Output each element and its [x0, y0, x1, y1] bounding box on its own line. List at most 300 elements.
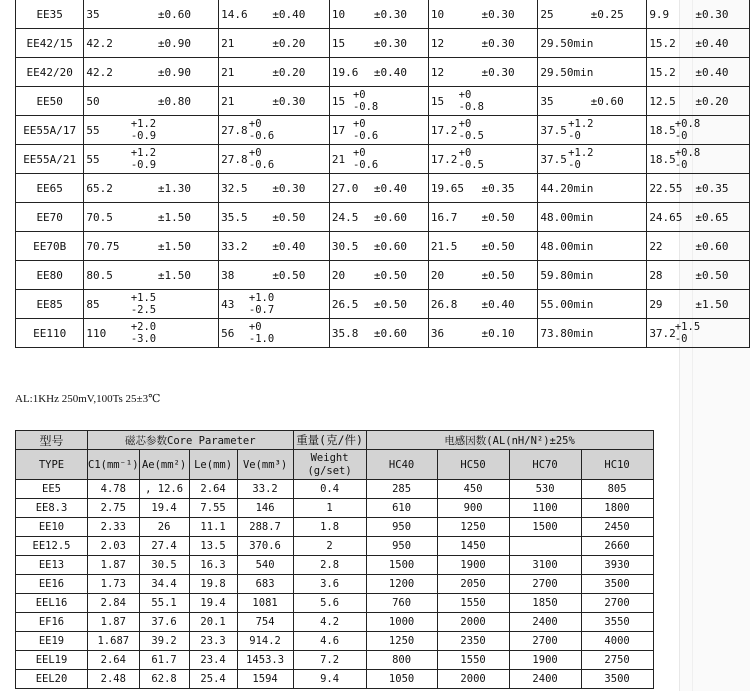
model-cell: EE35 [16, 0, 84, 29]
core-table-cell: 900 [437, 499, 509, 518]
dimension-c-cell [329, 87, 428, 116]
core-table-cell: 5.6 [293, 594, 366, 613]
dimension-b-cell [219, 261, 330, 290]
dimension-tolerance: ±1.30 [157, 181, 192, 195]
dimension-value: 21 [221, 65, 235, 79]
dimension-row [16, 29, 750, 58]
core-table-row [16, 537, 654, 556]
dimension-value: 85 [86, 297, 100, 311]
core-table-cell: 4000 [581, 632, 653, 651]
core-table-cell: EE12.5 [16, 537, 88, 556]
dimension-c-cell [329, 29, 428, 58]
dimension-tolerance: +1.2 -0 [568, 147, 594, 171]
core-table-cell: 1250 [366, 632, 437, 651]
core-table-cell: EEL20 [16, 670, 88, 689]
dimension-value: 36 [430, 326, 445, 340]
dimension-row [16, 116, 750, 145]
dimension-tolerance: ±0.20 [272, 65, 306, 79]
dimension-tolerance: ±0.60 [695, 239, 729, 253]
dimension-value: 110 [86, 326, 107, 340]
core-table-cell: 450 [437, 480, 509, 499]
dimension-tolerance: +2.0 -3.0 [130, 321, 157, 345]
core-table-cell: 540 [237, 556, 293, 575]
dimension-tolerance: +0 -0.5 [458, 118, 484, 142]
dimension-value: 29.50min [540, 65, 594, 79]
dimension-tolerance: ±0.90 [157, 65, 192, 79]
core-table-cell: 25.4 [189, 670, 237, 689]
core-parameter-table [15, 430, 654, 689]
core-table-cell: 1900 [509, 651, 581, 670]
dimension-tolerance: ±0.40 [373, 65, 407, 79]
dimension-row [16, 261, 750, 290]
dimension-e-cell [538, 203, 647, 232]
dimension-c-cell [329, 145, 428, 174]
dimension-c-cell [329, 58, 428, 87]
dimension-tolerance: +0.8 -0 [674, 147, 701, 171]
dimension-value: 12 [430, 36, 445, 50]
dimension-value: 22.55 [649, 181, 683, 195]
header-core-parameter: 磁芯参数Core Parameter [88, 431, 294, 450]
dimension-tolerance: ±0.20 [695, 94, 729, 108]
core-table-cell: 2700 [581, 594, 653, 613]
core-table-cell: 1081 [237, 594, 293, 613]
core-table-cell: 754 [237, 613, 293, 632]
core-table-cell [509, 537, 581, 556]
model-cell: EE50 [16, 87, 84, 116]
dimension-f-cell [647, 290, 750, 319]
dimension-tolerance: +0 -0.5 [458, 147, 484, 171]
core-table-cell: EE19 [16, 632, 88, 651]
dimension-tolerance: ±0.60 [590, 94, 624, 108]
core-table-cell: 1450 [437, 537, 509, 556]
core-table-cell: 7.2 [293, 651, 366, 670]
dimension-value: 50 [86, 94, 100, 108]
dimension-b-cell [219, 174, 330, 203]
model-cell: EE110 [16, 319, 84, 348]
dimension-d-cell [428, 174, 538, 203]
dimension-c-cell [329, 0, 428, 29]
core-table-cell: 146 [237, 499, 293, 518]
dimension-value: 48.00min [540, 210, 594, 224]
dimension-row [16, 290, 750, 319]
core-table-row [16, 594, 654, 613]
dimension-value: 26.5 [331, 297, 359, 311]
dimension-b-cell [219, 145, 330, 174]
core-table-cell: 19.4 [189, 594, 237, 613]
dimension-value: 80.5 [86, 268, 113, 282]
dimension-value: 37.5 [540, 152, 567, 166]
dimension-c-cell [329, 116, 428, 145]
dimension-d-cell [428, 145, 538, 174]
dimension-b-cell [219, 232, 330, 261]
core-table-cell: 2750 [581, 651, 653, 670]
header-hc10: HC10 [581, 450, 653, 480]
core-table-cell: 1800 [581, 499, 653, 518]
dimension-tolerance: ±1.50 [157, 210, 192, 224]
core-table-cell: 23.3 [189, 632, 237, 651]
dimension-row [16, 319, 750, 348]
dimension-tolerance: +1.2 -0.9 [130, 147, 157, 171]
dimension-d-cell [428, 232, 538, 261]
core-table-cell: 1.687 [88, 632, 140, 651]
core-table-row [16, 613, 654, 632]
dimension-f-cell [647, 232, 750, 261]
dimension-tolerance: ±0.20 [272, 36, 306, 50]
dimension-f-cell [647, 174, 750, 203]
dimension-b-cell [219, 290, 330, 319]
core-table-cell: 950 [366, 518, 437, 537]
dimension-b-cell [219, 116, 330, 145]
dimension-row [16, 87, 750, 116]
core-table-cell: 1050 [366, 670, 437, 689]
header-ve: Ve(mm³) [237, 450, 293, 480]
dimension-value: 44.20min [540, 181, 594, 195]
dimension-value: 48.00min [540, 239, 594, 253]
dimension-value: 29.50min [540, 36, 594, 50]
dimension-value: 33.2 [221, 239, 248, 253]
dimension-tolerance: +0.8 -0 [674, 118, 701, 142]
dimension-value: 17.2 [430, 152, 458, 166]
dimension-tolerance: ±0.40 [373, 181, 407, 195]
core-table-row [16, 651, 654, 670]
dimension-tolerance: ±0.50 [373, 297, 407, 311]
dimension-e-cell [538, 87, 647, 116]
dimension-e-cell [538, 319, 647, 348]
dimension-value: 70.75 [86, 239, 120, 253]
dimension-value: 32.5 [221, 181, 248, 195]
core-table-cell: 1000 [366, 613, 437, 632]
core-table-cell: 9.4 [293, 670, 366, 689]
core-table-cell: 914.2 [237, 632, 293, 651]
dimension-tolerance: +1.5 -2.5 [130, 292, 157, 316]
dimension-tolerance: ±0.50 [481, 268, 515, 282]
dimension-tolerance: +0 -0.6 [248, 118, 275, 142]
core-table-cell: 288.7 [237, 518, 293, 537]
core-table-cell: 285 [366, 480, 437, 499]
dimension-tolerance: +1.0 -0.7 [248, 292, 275, 316]
dimension-tolerance: +0 -0.6 [352, 147, 379, 171]
core-table-cell: 20.1 [189, 613, 237, 632]
dimension-value: 18.5 [649, 123, 676, 137]
dimension-d-cell [428, 116, 538, 145]
dimension-value: 42.2 [86, 65, 113, 79]
core-table-cell: EEL16 [16, 594, 88, 613]
core-table-cell: 13.5 [189, 537, 237, 556]
dimension-a-cell [84, 232, 219, 261]
core-table-cell: 3930 [581, 556, 653, 575]
dimension-b-cell [219, 29, 330, 58]
core-table-cell: 1.87 [88, 556, 140, 575]
dimension-value: 70.5 [86, 210, 113, 224]
core-table-cell: EE13 [16, 556, 88, 575]
core-table-cell: 19.8 [189, 575, 237, 594]
dimension-value: 15 [331, 94, 346, 108]
core-table-cell: , 12.6 [139, 480, 189, 499]
dimension-d-cell [428, 0, 538, 29]
dimension-value: 28 [649, 268, 663, 282]
core-table-cell: 2660 [581, 537, 653, 556]
core-table-cell: 1550 [437, 594, 509, 613]
core-table-cell: 1550 [437, 651, 509, 670]
dimension-row [16, 58, 750, 87]
dimension-value: 15 [331, 36, 346, 50]
dimension-value: 37.2 [649, 326, 676, 340]
dimension-e-cell [538, 58, 647, 87]
model-cell: EE55A/17 [16, 116, 84, 145]
dimension-value: 15.2 [649, 36, 676, 50]
core-table-cell: 1200 [366, 575, 437, 594]
dimension-f-cell [647, 87, 750, 116]
core-table-row [16, 632, 654, 651]
core-table-cell: 2.64 [88, 651, 140, 670]
dimension-tolerance: ±0.40 [481, 297, 515, 311]
core-table-cell: 3550 [581, 613, 653, 632]
core-table-cell: 2.75 [88, 499, 140, 518]
dimension-e-cell [538, 232, 647, 261]
dimension-c-cell [329, 203, 428, 232]
dimension-value: 9.9 [649, 7, 670, 21]
core-table-cell: 805 [581, 480, 653, 499]
dimension-tolerance: ±0.35 [481, 181, 515, 195]
core-table-cell: 4.6 [293, 632, 366, 651]
dimension-f-cell [647, 319, 750, 348]
dimension-value: 21 [331, 152, 346, 166]
core-table-cell: EF16 [16, 613, 88, 632]
core-table-cell: 800 [366, 651, 437, 670]
dimension-value: 43 [221, 297, 235, 311]
dimension-tolerance: ±0.50 [481, 239, 515, 253]
dimension-tolerance: ±0.60 [373, 326, 407, 340]
core-table-cell: 1.87 [88, 613, 140, 632]
dimension-value: 56 [221, 326, 235, 340]
core-table-cell: 1453.3 [237, 651, 293, 670]
dimension-d-cell [428, 87, 538, 116]
core-table-cell: 1500 [366, 556, 437, 575]
core-table-cell: EE16 [16, 575, 88, 594]
core-table-row [16, 499, 654, 518]
dimension-tolerance: ±0.50 [272, 210, 306, 224]
dimension-tolerance: ±0.60 [373, 210, 407, 224]
dimension-row [16, 203, 750, 232]
dimension-b-cell [219, 203, 330, 232]
dimension-e-cell [538, 174, 647, 203]
dimension-value: 26.8 [430, 297, 458, 311]
dimension-tolerance: +0 -0.6 [352, 118, 379, 142]
dimension-b-cell [219, 87, 330, 116]
dimension-tolerance: ±1.50 [157, 268, 192, 282]
dimension-value: 59.80min [540, 268, 594, 282]
header-c1: C1(mm⁻¹) [88, 450, 140, 480]
dimension-value: 21 [221, 36, 235, 50]
core-table-cell: EE10 [16, 518, 88, 537]
dimension-value: 21 [221, 94, 235, 108]
header-weight-cn: 重量(克/件) [293, 431, 366, 450]
dimension-a-cell [84, 29, 219, 58]
dimension-value: 25 [540, 7, 554, 21]
dimension-e-cell [538, 29, 647, 58]
dimension-c-cell [329, 319, 428, 348]
dimension-value: 24.5 [331, 210, 359, 224]
dimension-b-cell [219, 58, 330, 87]
dimension-value: 16.7 [430, 210, 458, 224]
dimension-tolerance: ±0.30 [481, 65, 515, 79]
core-table-cell: EE8.3 [16, 499, 88, 518]
core-table-cell: 3500 [581, 670, 653, 689]
dimension-value: 10 [331, 7, 346, 21]
core-table-cell: 760 [366, 594, 437, 613]
core-table-cell: 370.6 [237, 537, 293, 556]
dimension-value: 17 [331, 123, 346, 137]
core-table-cell: 55.1 [139, 594, 189, 613]
dimension-tolerance: ±0.35 [695, 181, 729, 195]
core-table-cell: 30.5 [139, 556, 189, 575]
core-table-cell: 1900 [437, 556, 509, 575]
dimension-value: 12 [430, 65, 445, 79]
dimension-f-cell [647, 0, 750, 29]
core-table-cell: 11.1 [189, 518, 237, 537]
core-table-cell: 62.8 [139, 670, 189, 689]
dimension-d-cell [428, 29, 538, 58]
core-table-row [16, 518, 654, 537]
dimension-a-cell [84, 174, 219, 203]
dimension-f-cell [647, 203, 750, 232]
core-table-cell: 2.64 [189, 480, 237, 499]
dimension-value: 55 [86, 152, 100, 166]
header-model-en: TYPE [16, 450, 88, 480]
core-table-cell: 1850 [509, 594, 581, 613]
header-hc40: HC40 [366, 450, 437, 480]
dimension-tolerance: ±0.30 [481, 7, 515, 21]
core-table-cell: 2000 [437, 613, 509, 632]
core-table-cell: 33.2 [237, 480, 293, 499]
model-cell: EE70B [16, 232, 84, 261]
dimension-e-cell [538, 0, 647, 29]
core-table-cell: EE5 [16, 480, 88, 499]
core-table-cell: 1.8 [293, 518, 366, 537]
dimension-tolerance: ±0.40 [272, 7, 306, 21]
dimension-b-cell [219, 319, 330, 348]
core-table-cell: 1250 [437, 518, 509, 537]
core-table-cell: 3.6 [293, 575, 366, 594]
core-table-cell: 2.48 [88, 670, 140, 689]
dimension-a-cell [84, 145, 219, 174]
model-cell: EE42/20 [16, 58, 84, 87]
dimension-tolerance: ±0.30 [373, 7, 407, 21]
core-table-cell: 3100 [509, 556, 581, 575]
dimension-value: 14.6 [221, 7, 248, 21]
header-ae: Ae(mm²) [139, 450, 189, 480]
core-table-cell: 2.84 [88, 594, 140, 613]
core-table-cell: 2700 [509, 575, 581, 594]
dimension-value: 17.2 [430, 123, 458, 137]
dimension-f-cell [647, 116, 750, 145]
dimension-value: 65.2 [86, 181, 113, 195]
core-table-cell: EEL19 [16, 651, 88, 670]
dimension-tolerance: +1.2 -0 [568, 118, 594, 142]
core-table-cell: 4.2 [293, 613, 366, 632]
core-table-cell: 27.4 [139, 537, 189, 556]
dimension-value: 27.8 [221, 152, 248, 166]
model-cell: EE70 [16, 203, 84, 232]
core-table-row [16, 556, 654, 575]
core-table-cell: 16.3 [189, 556, 237, 575]
dimension-tolerance: ±0.65 [695, 210, 729, 224]
core-table-cell: 2400 [509, 613, 581, 632]
dimension-row [16, 0, 750, 29]
model-cell: EE42/15 [16, 29, 84, 58]
dimension-value: 29 [649, 297, 663, 311]
core-table-cell: 2000 [437, 670, 509, 689]
dimension-tolerance: ±0.30 [373, 36, 407, 50]
dimension-value: 27.0 [331, 181, 359, 195]
dimension-tolerance: ±0.60 [157, 7, 192, 21]
dimension-value: 21.5 [430, 239, 458, 253]
core-table-cell: 39.2 [139, 632, 189, 651]
dimension-tolerance: ±0.90 [157, 36, 192, 50]
dimension-tolerance: ±0.30 [481, 36, 515, 50]
dimension-value: 42.2 [86, 36, 113, 50]
core-table-cell: 1 [293, 499, 366, 518]
dimension-c-cell [329, 174, 428, 203]
dimension-b-cell [219, 0, 330, 29]
dimension-f-cell [647, 261, 750, 290]
core-table-cell: 7.55 [189, 499, 237, 518]
dimension-tolerance: +0 -0.8 [458, 89, 484, 113]
core-table-cell: 2.33 [88, 518, 140, 537]
dimension-tolerance: ±0.50 [695, 268, 729, 282]
core-table-cell: 610 [366, 499, 437, 518]
dimension-e-cell [538, 290, 647, 319]
dimension-value: 10 [430, 7, 445, 21]
dimension-tolerance: ±0.40 [695, 36, 729, 50]
dimension-d-cell [428, 290, 538, 319]
core-table-cell: 2.03 [88, 537, 140, 556]
dimension-value: 27.8 [221, 123, 248, 137]
core-table-cell: 683 [237, 575, 293, 594]
dimension-row [16, 232, 750, 261]
dimension-value: 55 [86, 123, 100, 137]
dimension-a-cell [84, 261, 219, 290]
core-table-row [16, 670, 654, 689]
al-test-condition-note: AL:1KHz 250mV,100Ts 25±3℃ [15, 393, 161, 405]
header-model-cn: 型号 [16, 431, 88, 450]
dimension-a-cell [84, 319, 219, 348]
dimension-tolerance: +1.2 -0.9 [130, 118, 157, 142]
dimension-f-cell [647, 58, 750, 87]
dimension-c-cell [329, 290, 428, 319]
dimension-f-cell [647, 29, 750, 58]
core-table-cell: 3500 [581, 575, 653, 594]
header-weight-en: Weight (g/set) [293, 450, 366, 480]
dimension-tolerance: ±0.30 [695, 7, 729, 21]
core-table-cell: 2 [293, 537, 366, 556]
core-table-cell: 2400 [509, 670, 581, 689]
dimension-d-cell [428, 319, 538, 348]
dimension-value: 20 [430, 268, 445, 282]
core-table-cell: 26 [139, 518, 189, 537]
dimension-value: 30.5 [331, 239, 359, 253]
core-table-cell: 2.8 [293, 556, 366, 575]
dimension-value: 12.5 [649, 94, 676, 108]
dimension-table [15, 0, 750, 348]
core-table-cell: 4.78 [88, 480, 140, 499]
dimension-tolerance: +1.5 -0 [674, 321, 701, 345]
core-table-cell: 1.73 [88, 575, 140, 594]
model-cell: EE80 [16, 261, 84, 290]
dimension-tolerance: ±1.50 [695, 297, 729, 311]
core-table-row [16, 575, 654, 594]
dimension-tolerance: +0 -0.6 [248, 147, 275, 171]
